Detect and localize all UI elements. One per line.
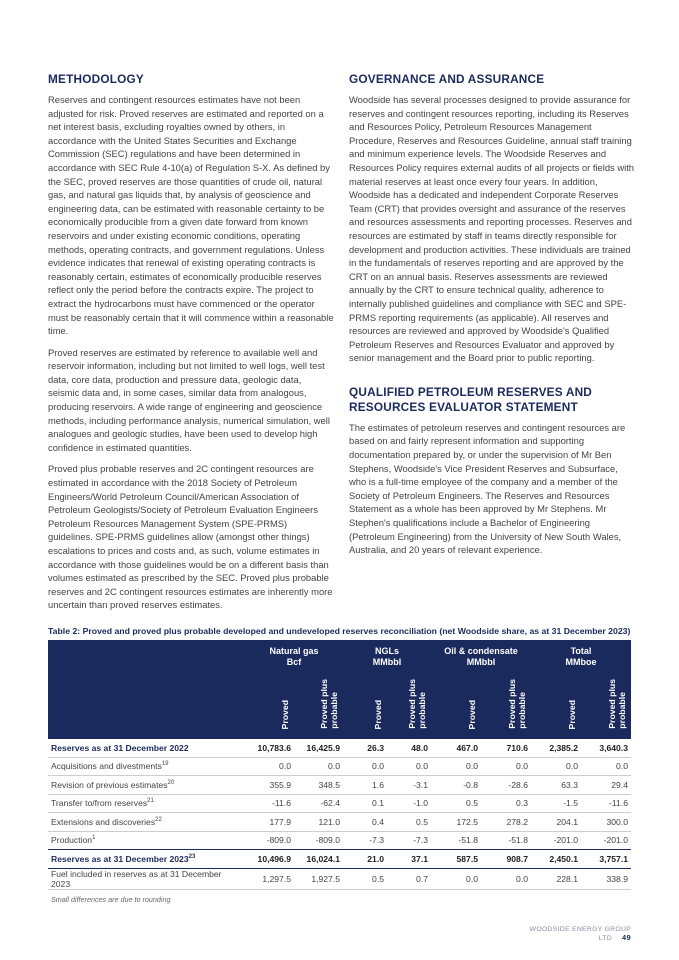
- table-cell: 0.1: [343, 794, 387, 813]
- table-cell: 0.5: [343, 868, 387, 889]
- subheader-proved: Proved: [245, 669, 294, 739]
- table-cell: -51.8: [431, 831, 481, 850]
- table-cell: -1.0: [387, 794, 431, 813]
- row-label: Acquisitions and divestments$^{19}$: [48, 757, 245, 776]
- table-cell: 204.1: [531, 813, 581, 832]
- table-cell: -201.0: [531, 831, 581, 850]
- table-cell: 48.0: [387, 739, 431, 757]
- table-cell: 2,385.2: [531, 739, 581, 757]
- table-cell: 338.9: [581, 868, 631, 889]
- footnote-ref: 20: [167, 779, 175, 786]
- table-row: [48, 868, 631, 889]
- table-cell: 0.0: [431, 868, 481, 889]
- table-cell: 0.4: [343, 813, 387, 832]
- footer-company: WOODSIDE ENERGY GROUP LTD: [529, 926, 631, 942]
- table-cell: -51.8: [481, 831, 531, 850]
- table-cell: 3,640.3: [581, 739, 631, 757]
- footnote-ref: 1: [92, 835, 96, 842]
- table-cell: 63.3: [531, 776, 581, 795]
- table-cell: -7.3: [343, 831, 387, 850]
- table-row: [48, 794, 631, 813]
- subheader-proved-plus-probable: Proved plus probable: [387, 669, 431, 739]
- row-label: Production$^1$: [48, 831, 245, 850]
- table-cell: 21.0: [343, 850, 387, 869]
- rounding-note: Small differences are due to rounding: [51, 894, 171, 904]
- table-cell: 121.0: [294, 813, 343, 832]
- subheader-proved-plus-probable: Proved plus probable: [294, 669, 343, 739]
- table-cell: 0.3: [481, 794, 531, 813]
- page-footer: [500, 926, 631, 942]
- row-label: Reserves as at 31 December 2022: [48, 739, 245, 757]
- table-cell: 0.5: [431, 794, 481, 813]
- table-cell: 10,496.9: [245, 850, 294, 869]
- table-cell: 348.5: [294, 776, 343, 795]
- table-cell: -809.0: [245, 831, 294, 850]
- table-cell: -3.1: [387, 776, 431, 795]
- table-row: [48, 757, 631, 776]
- group-header-total: Total MMboe: [531, 640, 631, 669]
- table-cell: 0.5: [387, 813, 431, 832]
- qualified-heading-line1: QUALIFIED PETROLEUM RESERVES AND: [349, 384, 593, 399]
- footnote-ref: 21: [147, 798, 154, 805]
- table-cell: -62.4: [294, 794, 343, 813]
- table-cell: 228.1: [531, 868, 581, 889]
- group-header-oil-condensate: Oil & condensate MMbbl: [431, 640, 531, 669]
- subheader-proved: Proved: [531, 669, 581, 739]
- qualified-heading-line2: RESOURCES EVALUATOR STATEMENT: [349, 399, 578, 414]
- table-cell: 355.9: [245, 776, 294, 795]
- footnote-ref: 23: [188, 853, 196, 860]
- table-cell: -1.5: [531, 794, 581, 813]
- table-cell: -201.0: [581, 831, 631, 850]
- table-cell: 300.0: [581, 813, 631, 832]
- table-cell: 0.0: [581, 757, 631, 776]
- table-cell: -11.6: [245, 794, 294, 813]
- table-cell: 1.6: [343, 776, 387, 795]
- table-cell: 1,927.5: [294, 868, 343, 889]
- table-cell: 0.0: [431, 757, 481, 776]
- table-cell: 0.0: [531, 757, 581, 776]
- table-cell: 0.0: [294, 757, 343, 776]
- table-cell: 587.5: [431, 850, 481, 869]
- table-cell: 710.6: [481, 739, 531, 757]
- table-cell: -11.6: [581, 794, 631, 813]
- methodology-paragraph-1: Reserves and contingent resources estimates have not been adjusted for risk. Proved reserves are estimated and reported on a net interest basis, excluding royalties owned by others, in accordance with the United States Securities and Exchange Commission (SEC) regulations and have been determined in accordance with SEC Rule 4-10(a) of Regulation S-X. As defined by the SEC, proved reserves are those quantities of crude oil, natural gas, and natural gas liquids that, by analysis of geoscience and engineering data, can be estimated with reasonable certainty to be economically producible from a given date forward from known reservoirs and under existing economic conditions, operating methods, operating contracts, and government regulations. Unless evidence indicates that renewal of existing operating contracts is reasonably certain, estimates of economically producible reserves reflect only the period before the contracts expire. The project to extract the hydrocarbons must have commenced or the operator must be reasonably certain that it will commence within a reasonable time.: [48, 94, 334, 337]
- reserves-reconciliation-table: [48, 640, 631, 890]
- table-row: [48, 850, 631, 869]
- table-row: [48, 739, 631, 757]
- group-header-natural-gas: Natural gas Bcf: [245, 640, 343, 669]
- governance-paragraph: Woodside has several processes designed to provide assurance for reserves and contingent resources reporting, including its Reserves and Resources Policy, Petroleum Resources Management Procedure, Reserves and Resources Guideline, annual staff training and minimum experience levels. The Woodside Reserves and Resources Policy requires external audits of all projects or fields with material reserves at least once every four years. In addition, Woodside has a dedicated and independent Corporate Reserves Team (CRT) that provides oversight and assurance of the reserves and resources assessments and reporting processes. Reserves and resources are estimated by staff in teams directly responsible for development and production activities. These individuals are trained in the fundamentals of reserves reporting and are approved by the CRT on an annual basis. Reserves assessments are reviewed annually by the CRT to ensure technical quality, adherence to internally published guidelines and compliance with SEC and SPE-PRMS reporting requirements (as applicable). All reserves and resources are reviewed and approved by Woodside's Qualified Petroleum Reserves and Resources Evaluator and approved by senior management and the Board prior to public reporting.: [349, 94, 635, 364]
- table-row: [48, 813, 631, 832]
- table-cell: -7.3: [387, 831, 431, 850]
- table-cell: 29.4: [581, 776, 631, 795]
- table-cell: 16,425.9: [294, 739, 343, 757]
- table-cell: 172.5: [431, 813, 481, 832]
- row-label: Fuel included in reserves as at 31 December 2023: [48, 868, 245, 889]
- table-cell: -28.6: [481, 776, 531, 795]
- table-cell: 3,757.1: [581, 850, 631, 869]
- methodology-heading: METHODOLOGY: [48, 72, 144, 86]
- governance-heading: GOVERNANCE AND ASSURANCE: [349, 72, 545, 86]
- row-label: Revision of previous estimates$^{20}$: [48, 776, 245, 795]
- qualified-paragraph: The estimates of petroleum reserves and contingent resources are based on and fairly represent information and supporting documentation prepared by, or under the supervision of Mr Ben Stephens, Woodside's Vice President Reserves and Subsurface, who is a full-time employee of the company and a member of the Society of Petroleum Engineers. The Reserves and Resources Statement as a whole has been approved by Mr Stephens. Mr Stephen's qualifications include a Bachelor of Engineering (Petroleum Engineering) from the University of New South Wales, Australia, and 20 years of relevant experience.: [349, 421, 626, 556]
- table-caption: Table 2: Proved and proved plus probable developed and undeveloped reserves reconciliation (net Woodside share, as at 31 December 2023): [48, 626, 631, 636]
- row-label: Transfer to/from reserves$^{21}$: [48, 794, 245, 813]
- qualified-heading: [349, 385, 635, 415]
- table-cell: 0.0: [343, 757, 387, 776]
- row-label: Extensions and discoveries$^{22}$: [48, 813, 245, 832]
- footnote-ref: 19: [161, 761, 169, 768]
- table-cell: 0.7: [387, 868, 431, 889]
- table-row: [48, 776, 631, 795]
- table-cell: 0.0: [481, 757, 531, 776]
- methodology-section: [48, 72, 334, 620]
- table-cell: -809.0: [294, 831, 343, 850]
- table-cell: 278.2: [481, 813, 531, 832]
- table-cell: 2,450.1: [531, 850, 581, 869]
- methodology-paragraph-3: Proved plus probable reserves and 2C contingent resources are estimated in accordance with the 2018 Society of Petroleum Engineers/World Petroleum Council/American Association of Petroleum Geologists/Society of Petroleum Evaluation Engineers Petroleum Resources Management System (SPE-PRMS) guidelines. SPE-PRMS guidelines allow (amongst other things) escalations to prices and costs and, as such, volume estimates in accordance with those guidelines would be on a different basis than volumes estimated as prescribed by the SEC. Proved plus probable reserves and 2C contingent resources estimates are inherently more uncertain than proved reserves estimates.: [48, 463, 333, 611]
- subheader-proved-plus-probable: Proved plus probable: [581, 669, 631, 739]
- table-cell: 908.7: [481, 850, 531, 869]
- right-column: [349, 72, 635, 565]
- table-cell: 37.1: [387, 850, 431, 869]
- page-number: 49: [622, 933, 631, 942]
- table-cell: 1,297.5: [245, 868, 294, 889]
- table-row: [48, 831, 631, 850]
- methodology-paragraph-2: Proved reserves are estimated by reference to available well and reservoir information, including but not limited to well logs, well test data, core data, production and pressure data, geologic data, seismic data and, in some cases, similar data from analogous, producing reservoirs. A wide range of engineering and geoscience methods, including performance analysis, numerical simulation, well analogues and geologic studies, have been used to develop high confidence in estimated quantities.: [48, 346, 330, 453]
- table-cell: -0.8: [431, 776, 481, 795]
- table-cell: 177.9: [245, 813, 294, 832]
- group-header-ngls: NGLs MMbbl: [343, 640, 431, 669]
- reserves-table-section: [48, 626, 631, 904]
- table-cell: 467.0: [431, 739, 481, 757]
- table-cell: 0.0: [387, 757, 431, 776]
- table-cell: 0.0: [481, 868, 531, 889]
- footnote-ref: 22: [155, 816, 162, 823]
- table-cell: 26.3: [343, 739, 387, 757]
- subheader-proved-plus-probable: Proved plus probable: [481, 669, 531, 739]
- table-cell: 0.0: [245, 757, 294, 776]
- table-cell: 10,783.6: [245, 739, 294, 757]
- subheader-proved: Proved: [431, 669, 481, 739]
- table-cell: 16,024.1: [294, 850, 343, 869]
- row-label: Reserves as at 31 December 2023$^{23}$: [48, 850, 245, 869]
- subheader-proved: Proved: [343, 669, 387, 739]
